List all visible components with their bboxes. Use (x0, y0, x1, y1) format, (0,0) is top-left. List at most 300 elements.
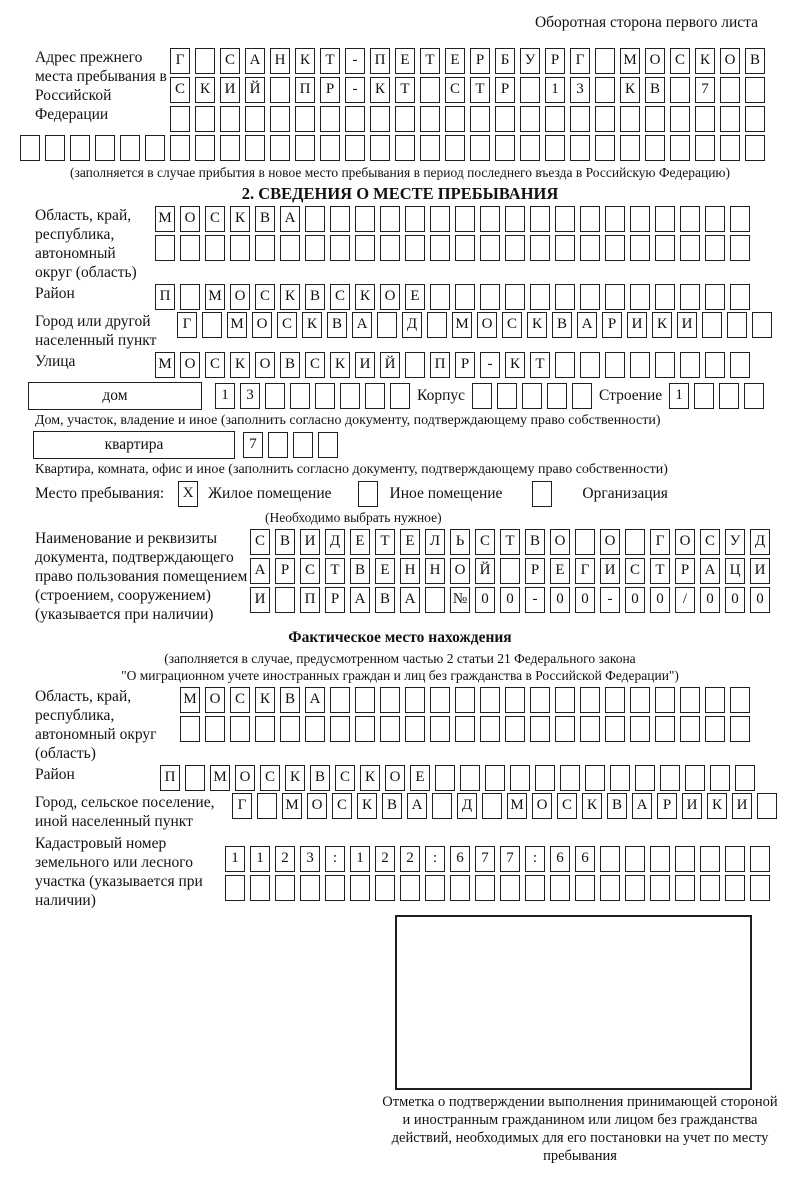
char-box: В (645, 77, 665, 103)
char-box (395, 106, 415, 132)
char-box: О (380, 284, 400, 310)
char-box (710, 765, 730, 791)
corner-note: Оборотная сторона первого листа (534, 14, 758, 31)
char-box: С (250, 529, 270, 555)
char-box (420, 106, 440, 132)
korpus-label: Корпус (417, 387, 465, 404)
char-box (205, 235, 225, 261)
char-box (744, 383, 764, 409)
char-box (280, 235, 300, 261)
char-box (655, 235, 675, 261)
char-box: К (295, 48, 315, 74)
char-box: С (445, 77, 465, 103)
char-box: В (280, 687, 300, 713)
char-box (745, 77, 765, 103)
box-row-document-1 (250, 529, 770, 555)
char-box: О (180, 206, 200, 232)
char-box (425, 587, 445, 613)
char-box (685, 765, 705, 791)
char-box: 3 (240, 383, 260, 409)
cadastral-label: Кадастровый номер земельного или лесного участка (указывается при наличии) (35, 835, 203, 909)
char-box (580, 206, 600, 232)
stay-type-label: Место пребывания: (35, 485, 165, 502)
char-box (275, 875, 295, 901)
char-box (480, 206, 500, 232)
char-box: 6 (575, 846, 595, 872)
char-box (293, 432, 313, 458)
char-box: : (325, 846, 345, 872)
char-box (400, 875, 420, 901)
char-box (432, 793, 452, 819)
char-box (405, 352, 425, 378)
box-row-city (177, 312, 772, 338)
char-box (520, 106, 540, 132)
char-box (700, 846, 720, 872)
char-box (605, 687, 625, 713)
apartment-row (33, 431, 780, 459)
char-box: Д (402, 312, 422, 338)
char-box (485, 765, 505, 791)
actual-region-label: Область, край, республика, автономный округ (область) (35, 688, 157, 762)
char-box: П (155, 284, 175, 310)
char-box: А (280, 206, 300, 232)
char-box (670, 106, 690, 132)
box-row-korpus (472, 383, 592, 409)
char-box: М (452, 312, 472, 338)
char-box (155, 235, 175, 261)
char-box (330, 687, 350, 713)
char-box (305, 235, 325, 261)
char-box: Т (500, 529, 520, 555)
char-box: Р (495, 77, 515, 103)
char-box: О (600, 529, 620, 555)
char-box (625, 875, 645, 901)
char-box (270, 135, 290, 161)
char-box (735, 765, 755, 791)
char-box: С (170, 77, 190, 103)
char-box (695, 106, 715, 132)
char-box: М (620, 48, 640, 74)
char-box (427, 312, 447, 338)
char-box: Р (275, 558, 295, 584)
box-row-document-2 (250, 558, 770, 584)
char-box: Е (550, 558, 570, 584)
char-box: 2 (375, 846, 395, 872)
char-box (340, 383, 360, 409)
char-box: Р (657, 793, 677, 819)
char-box: О (252, 312, 272, 338)
char-box (580, 235, 600, 261)
char-box (370, 135, 390, 161)
char-box (725, 846, 745, 872)
char-box (610, 765, 630, 791)
char-box (670, 77, 690, 103)
street-block (20, 352, 780, 378)
char-box: С (502, 312, 522, 338)
char-box (95, 135, 115, 161)
char-box (745, 135, 765, 161)
char-box: 6 (450, 846, 470, 872)
apartment-note: Квартира, комната, офис и иное (заполнить согласно документу, подтверждающему право собственности) (35, 462, 668, 477)
char-box: Р (470, 48, 490, 74)
char-box: Р (320, 77, 340, 103)
char-box (500, 875, 520, 901)
char-box (570, 135, 590, 161)
street-label: Улица (35, 353, 76, 370)
char-box (572, 383, 592, 409)
actual-district-label: Район (35, 766, 75, 783)
char-box (705, 716, 725, 742)
char-box (390, 383, 410, 409)
confirmation-note: Отметка о подтверждении выполнения принимающей стороной и иностранным гражданином или лицом без гражданства действий, необходимых для его постановки на учет по месту пребывания (382, 1094, 778, 1164)
char-box: 7 (500, 846, 520, 872)
char-box: К (652, 312, 672, 338)
box-row-prev-2 (170, 77, 765, 103)
box-row-cadastral-2 (225, 875, 770, 901)
char-box (750, 846, 770, 872)
char-box: Д (325, 529, 345, 555)
char-box (670, 135, 690, 161)
char-box (585, 765, 605, 791)
char-box (655, 716, 675, 742)
char-box: Р (545, 48, 565, 74)
char-box (650, 846, 670, 872)
char-box: О (645, 48, 665, 74)
char-box (305, 206, 325, 232)
char-box (257, 793, 277, 819)
char-box (520, 77, 540, 103)
char-box: - (525, 587, 545, 613)
char-box (595, 77, 615, 103)
char-box (630, 235, 650, 261)
box-row-prev-3 (170, 106, 765, 132)
char-box (605, 284, 625, 310)
char-box: Т (375, 529, 395, 555)
char-box: 2 (275, 846, 295, 872)
char-box: А (305, 687, 325, 713)
char-box: М (210, 765, 230, 791)
char-box: А (700, 558, 720, 584)
char-box (380, 716, 400, 742)
prev-address-rows (170, 48, 765, 132)
char-box (580, 687, 600, 713)
char-box: М (155, 206, 175, 232)
char-box (255, 235, 275, 261)
char-box: Т (530, 352, 550, 378)
char-box: 0 (700, 587, 720, 613)
char-box (185, 765, 205, 791)
char-box: Й (380, 352, 400, 378)
char-box (435, 765, 455, 791)
char-box: О (532, 793, 552, 819)
char-box (630, 352, 650, 378)
char-box (430, 716, 450, 742)
char-box: Г (570, 48, 590, 74)
char-box: Р (455, 352, 475, 378)
char-box (330, 235, 350, 261)
char-box (555, 284, 575, 310)
char-box (270, 77, 290, 103)
region-label: Область, край, республика, автономный округ (область) (35, 207, 137, 281)
char-box: Н (270, 48, 290, 74)
char-box: С (700, 529, 720, 555)
char-box: У (520, 48, 540, 74)
char-box (575, 529, 595, 555)
char-box (295, 106, 315, 132)
char-box (245, 106, 265, 132)
char-box: С (260, 765, 280, 791)
char-box (625, 846, 645, 872)
char-box: И (220, 77, 240, 103)
char-box (680, 206, 700, 232)
char-box (655, 206, 675, 232)
document-label: Наименование и реквизиты документа, подтверждающего право пользования помещением (строением, сооружением) (указывается при наличии) (35, 530, 248, 623)
char-box: - (345, 77, 365, 103)
actual-location-note-2: "О миграционном учете иностранных граждан и лиц без гражданства в Российской Федерации") (121, 668, 679, 683)
document-rows (250, 529, 770, 613)
char-box: В (552, 312, 572, 338)
char-box (605, 716, 625, 742)
char-box (380, 206, 400, 232)
char-box: П (370, 48, 390, 74)
char-box: О (550, 529, 570, 555)
box-row-district (155, 284, 750, 310)
char-box (280, 716, 300, 742)
box-row-actual-region-1 (180, 687, 750, 713)
char-box: : (425, 846, 445, 872)
char-box (605, 352, 625, 378)
char-box (290, 383, 310, 409)
box-row-actual-region-2 (180, 716, 750, 742)
actual-district-block (20, 765, 780, 791)
char-box (530, 235, 550, 261)
char-box (625, 529, 645, 555)
char-box: Л (425, 529, 445, 555)
char-box (635, 765, 655, 791)
char-box (730, 716, 750, 742)
char-box: О (450, 558, 470, 584)
char-box (460, 765, 480, 791)
char-box (405, 716, 425, 742)
char-box (470, 106, 490, 132)
char-box: К (355, 284, 375, 310)
char-box: С (475, 529, 495, 555)
char-box (170, 135, 190, 161)
char-box (355, 716, 375, 742)
char-box (470, 135, 490, 161)
char-box (295, 135, 315, 161)
char-box: И (250, 587, 270, 613)
char-box: Е (350, 529, 370, 555)
char-box (455, 687, 475, 713)
char-box: Е (445, 48, 465, 74)
checkbox-organization (532, 481, 552, 507)
char-box (180, 284, 200, 310)
actual-location-note-1: (заполняется в случае, предусмотренном частью 2 статьи 21 Федерального закона (164, 651, 636, 666)
char-box: Т (320, 48, 340, 74)
char-box: 1 (225, 846, 245, 872)
char-box (680, 716, 700, 742)
box-row-document-3 (250, 587, 770, 613)
char-box: Ь (450, 529, 470, 555)
char-box (700, 875, 720, 901)
char-box: Е (405, 284, 425, 310)
char-box: Д (457, 793, 477, 819)
box-row-prev-1 (170, 48, 765, 74)
char-box: П (300, 587, 320, 613)
char-box: № (450, 587, 470, 613)
char-box: С (230, 687, 250, 713)
char-box (555, 716, 575, 742)
char-box: С (220, 48, 240, 74)
char-box (705, 235, 725, 261)
prev-address-block (20, 48, 780, 132)
char-box: В (305, 284, 325, 310)
char-box (497, 383, 517, 409)
char-box: И (677, 312, 697, 338)
char-box: Е (410, 765, 430, 791)
apartment-box-label: квартира (33, 431, 235, 459)
char-box: - (345, 48, 365, 74)
char-box (205, 716, 225, 742)
char-box: М (282, 793, 302, 819)
char-box: И (682, 793, 702, 819)
char-box: Н (425, 558, 445, 584)
char-box (730, 206, 750, 232)
char-box (680, 687, 700, 713)
char-box: О (205, 687, 225, 713)
char-box: М (507, 793, 527, 819)
char-box (545, 135, 565, 161)
char-box (345, 135, 365, 161)
char-box: К (302, 312, 322, 338)
char-box (255, 716, 275, 742)
char-box (305, 716, 325, 742)
char-box: О (477, 312, 497, 338)
char-box (320, 135, 340, 161)
char-box (445, 106, 465, 132)
char-box: Г (177, 312, 197, 338)
char-box (645, 135, 665, 161)
char-box: К (195, 77, 215, 103)
document-block (20, 529, 780, 624)
char-box (195, 106, 215, 132)
char-box: У (725, 529, 745, 555)
char-box: А (400, 587, 420, 613)
char-box (180, 716, 200, 742)
char-box: В (382, 793, 402, 819)
box-row-stroenie (669, 383, 764, 409)
char-box: Н (400, 558, 420, 584)
char-box: О (255, 352, 275, 378)
district-block (20, 284, 780, 310)
char-box: В (255, 206, 275, 232)
char-box: А (407, 793, 427, 819)
box-row-street (155, 352, 750, 378)
char-box (705, 206, 725, 232)
char-box (455, 716, 475, 742)
char-box (595, 135, 615, 161)
char-box (575, 875, 595, 901)
char-box: К (505, 352, 525, 378)
char-box (475, 875, 495, 901)
box-row-prev-4 (20, 135, 780, 161)
char-box: В (275, 529, 295, 555)
char-box: 0 (725, 587, 745, 613)
char-box: К (620, 77, 640, 103)
char-box (270, 106, 290, 132)
city-block (20, 312, 780, 350)
char-box (660, 765, 680, 791)
house-box-label: дом (28, 382, 202, 410)
char-box: А (250, 558, 270, 584)
char-box (480, 235, 500, 261)
char-box (45, 135, 65, 161)
char-box: В (607, 793, 627, 819)
char-box: В (350, 558, 370, 584)
char-box (318, 432, 338, 458)
char-box (268, 432, 288, 458)
char-box (480, 687, 500, 713)
prev-address-note: (заполняется в случае прибытия в новое место пребывания в период последнего въезда в Российскую Федерацию) (69, 165, 731, 180)
char-box (330, 206, 350, 232)
char-box: И (627, 312, 647, 338)
checkbox-other-premises (358, 481, 378, 507)
char-box (580, 352, 600, 378)
box-row-apartment (243, 432, 338, 458)
char-box (355, 687, 375, 713)
box-row-actual-city (232, 793, 777, 819)
char-box: Г (170, 48, 190, 74)
char-box: К (360, 765, 380, 791)
char-box (725, 875, 745, 901)
char-box: Е (375, 558, 395, 584)
char-box: К (280, 284, 300, 310)
char-box (555, 352, 575, 378)
char-box (600, 875, 620, 901)
char-box: Р (325, 587, 345, 613)
char-box: 1 (215, 383, 235, 409)
char-box: 1 (669, 383, 689, 409)
char-box: Д (750, 529, 770, 555)
char-box (630, 284, 650, 310)
actual-city-block (20, 793, 780, 831)
char-box (720, 106, 740, 132)
char-box: О (385, 765, 405, 791)
stay-type-row (35, 481, 780, 507)
char-box (525, 875, 545, 901)
char-box (145, 135, 165, 161)
char-box (702, 312, 722, 338)
char-box: Е (400, 529, 420, 555)
char-box: Т (470, 77, 490, 103)
char-box: Р (525, 558, 545, 584)
char-box (230, 235, 250, 261)
char-box: 3 (570, 77, 590, 103)
char-box: Т (650, 558, 670, 584)
char-box (522, 383, 542, 409)
char-box: Ц (725, 558, 745, 584)
char-box: С (670, 48, 690, 74)
char-box (20, 135, 40, 161)
char-box (505, 235, 525, 261)
char-box: В (375, 587, 395, 613)
char-box: Г (232, 793, 252, 819)
char-box (315, 383, 335, 409)
char-box (750, 875, 770, 901)
char-box (580, 716, 600, 742)
house-row (28, 382, 780, 410)
